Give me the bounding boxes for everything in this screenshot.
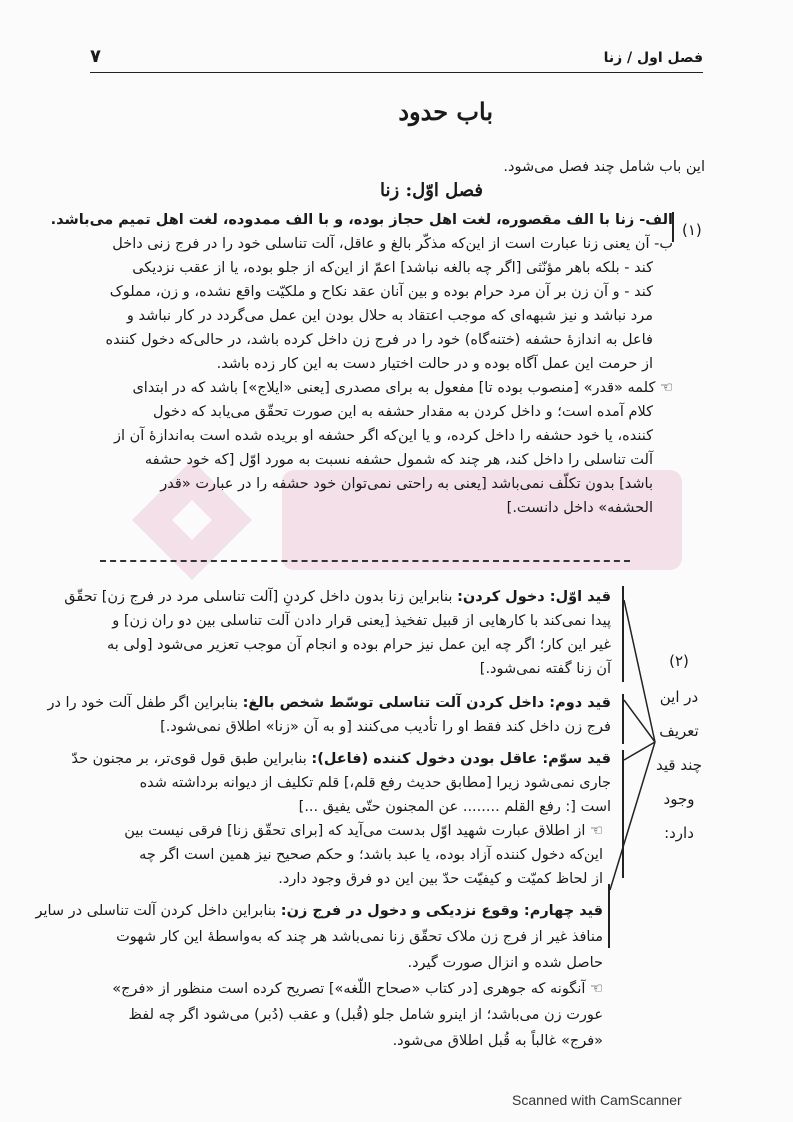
qualifier-line: «فرج» غالباً به قُبل اطلاق می‌شود. [392,1033,603,1049]
qualifier-line: از لحاظ کمیّت و کیفیّت حدّ بین این دو فرق وجود دارد. [278,871,603,887]
note2-side-line: دارد: [664,824,694,842]
qualifier-line: فرج زن داخل کند فقط او را تأدیب می‌کنند [و به آن «زنا» اطلاق نمی‌شود.] [160,719,611,735]
note1-label: (۱) [682,221,702,239]
running-title: فصل اول / زنا [603,50,703,66]
note1-line: ☜ کلمه «قدر» [منصوب بوده تا] مفعول به برای مصدری [یعنی «ایلاج»] باشد که در ابتدای [132,380,673,396]
note1-line: باشد] بدون تکلّف نمی‌باشد [یعنی به راحتی نمی‌توان خود حشفه را در عبارت «قدر [160,476,653,492]
note1-line: کند - بلکه باهر مؤنّثی [اگر چه بالغه نباشد] اعمّ از این‌که از جلو بوده، یا از عقب نزدیکی [132,260,653,276]
qualifier-line: قید دوم: داخل کردن آلت تناسلی توسّط شخص بالغ: بنابراین اگر طفل آلت خود را در [47,695,611,711]
qualifier-head: قید سوّم: عاقل بودن دخول کننده (فاعل): [311,751,611,767]
note1-line: آلت تناسلی را داخل کند، هر چند که شمول حشفه نسبت به مورد اوّل [که خود حشفه [144,452,653,468]
qualifier-line: است [: رفع القلم ........ عن المجنون حتّی یفیق ...] [298,799,611,815]
qualifier-head: قید دوم: داخل کردن آلت تناسلی توسّط شخص بالغ: [242,695,611,711]
qualifier-line: قید چهارم: وقوع نزدیکی و دخول در فرج زن: بنابراین داخل کردن آلت تناسلی در سایر [35,903,603,919]
page-number: ۷ [90,46,101,67]
note2-label: (۲) [669,652,689,670]
note1-line: ب- آن یعنی زنا عبارت است از این‌که مذکّر بالغ و عاقل، آلت تناسلی خود را در فرج زنی داخل [112,236,673,252]
qualifier-line: غیر این کار؛ اگر چه این عمل نیز حرام بوده و انجام آن موجب تعزیر می‌شود [ولی به [106,637,611,653]
qualifier-head: قید چهارم: وقوع نزدیکی و دخول در فرج زن: [280,903,603,919]
note2-side-line: چند قید [655,756,702,774]
note2-side-line: وجود [663,790,695,808]
qualifier-line: منافذ غیر از فرج زن ملاک تحقّق زنا نمی‌باشد هر چند که به‌واسطهٔ این کار شهوت [116,929,603,945]
scanner-footer: Scanned with CamScanner [512,1092,682,1108]
note1-line: فاعل به اندازهٔ حشفه (ختنه‌گاه) خود را در فرج زن داخل کرده باشد، در حالی‌که دخول کننده [105,332,653,348]
note2-side-line: در این [659,688,699,706]
qualifier-line: ☜ آنگونه که جوهری [در کتاب «صحاح اللّغه»] تصریح کرده است منظور از «فرج» [112,981,603,997]
chapter-title: باب حدود [398,97,493,126]
qualifier-head: قید اوّل: دخول کردن: [457,589,611,605]
intro-text: این باب شامل چند فصل می‌شود. [503,159,705,175]
note1-line: الحشفه» داخل دانست.] [506,500,653,516]
qualifier-line: ☜ از اطلاق عبارت شهید اوّل بدست می‌آید که [برای تحقّق زنا] فرقی نیست بین [124,823,603,839]
qualifier-line: این‌که دخول کننده آزاد بوده، یا عبد باشد؛ و حکم صحیح نیز همین است اگر چه [139,847,603,863]
note1-line: از حرمت این عمل آگاه بوده و در حالت اختیار دست به این کار زده باشد. [216,356,653,372]
section-title: فصل اوّل: زنا [380,180,483,201]
qualifier-line: پیدا نمی‌کند با کارهایی از قبیل تفخیذ [یعنی قرار دادن آلت تناسلی بین دو ران زن] و [112,613,611,629]
note2-side-line: تعریف [659,722,699,740]
qualifier-line: حاصل شده و انزال صورت گیرد. [407,955,603,971]
qualifier-line: عورت زن می‌باشد؛ از اینرو شامل جلو (قُبل) و عقب (دُبر) می‌شود اگر چه لفظ [128,1007,603,1023]
note1-line: مرد نباشد و نیز شبهه‌ای که موجب اعتقاد به حلال بودن این عمل می‌گردد در کار نباشد و [126,308,653,324]
qualifier-line: قید اوّل: دخول کردن: بنابراین زنا بدون داخل کردنِ [آلت تناسلی مرد در فرج زن] تحقّق [64,589,611,605]
note1-line: کند - و آن زن بر آن مرد حرام بوده و بین آنان عقد نکاح و ملکیّت واقع نشده، و زن، مملوک [109,284,653,300]
qualifier-line: قید سوّم: عاقل بودن دخول کننده (فاعل): بنابراین طبق قول قوی‌تر، بر مجنون حدّ [71,751,611,767]
note1-line: الف- زنا با الف مقصوره، لغت اهل حجاز بوده، و با الف ممدوده، لغت اهل تمیم می‌باشد. [50,212,673,228]
note1-line: کننده، یا خود حشفه را داخل کرده، و یا این‌که اگر حشفه او بریده شده است به‌اندازهٔ آن از [113,428,653,444]
qualifier-line: جاری نمی‌شود زیرا [مطابق حدیث رفع قلم،] قلم تکلیف از دیوانه برداشته شده [139,775,611,791]
qualifier-line: آن زنا گفته نمی‌شود.] [479,661,611,677]
note1-line: کلام آمده است؛ و داخل کردن به مقدار حشفه به این صورت تحقّق می‌یابد که دخول [153,404,653,420]
